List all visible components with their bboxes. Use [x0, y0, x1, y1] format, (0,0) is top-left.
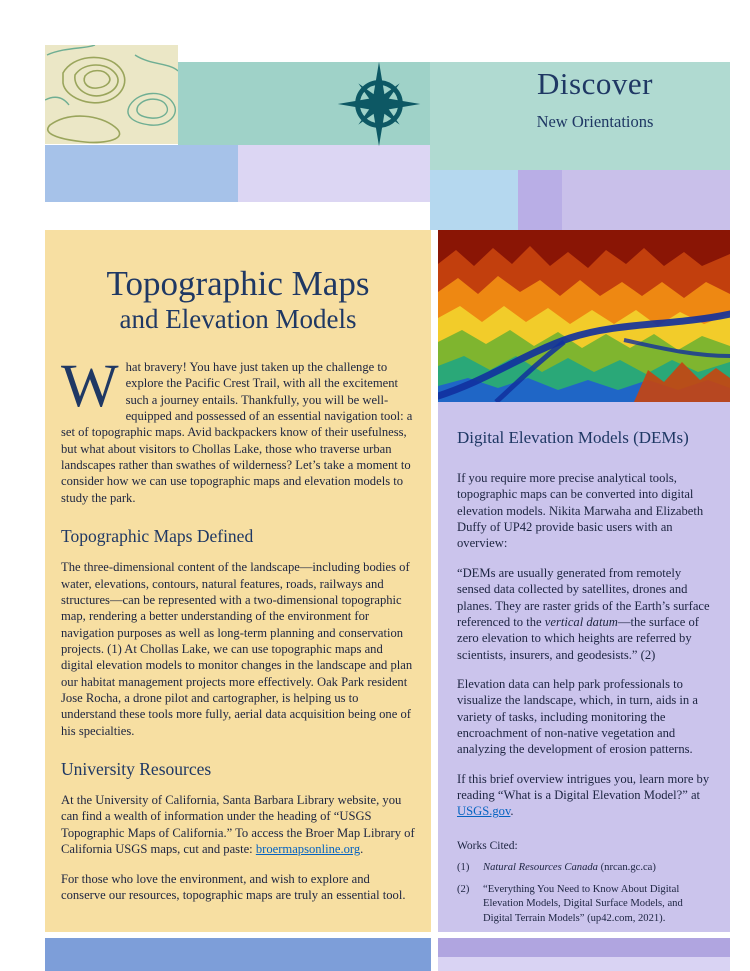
topographic-maps-defined-text: The three-dimensional content of the landscape—including bodies of water, elevations, contours, natural features, roads, railways and structures—can be represented with a two-dimensional topographic map, rendering a better understanding of the environment for navigation purposes as well as long-term planning and conservation projects. (1) At Chollas Lake, we can use topographic maps and digital elevation models to monitor changes in the landscape and plan our habitat management projects more effectively. Oak Park resident Jose Rocha, a drone pilot and cartographer, is helping us to understand these tools more fully, aerial data acquisition being one of his specialties.: [61, 560, 413, 738]
newsletter-subtitle: New Orientations: [536, 111, 654, 131]
quote-italic-term: vertical datum: [544, 614, 618, 629]
footer-band-blue: [45, 938, 431, 971]
header-band-lightblue: [430, 170, 518, 230]
dem-terrain-image: [438, 230, 730, 402]
section-heading-topographic-maps-defined: Topographic Maps Defined: [61, 526, 254, 547]
works-cited: [457, 840, 711, 926]
header-band-pale-lavender: [238, 145, 430, 202]
learn-more-paragraph: [457, 771, 711, 820]
works-cited-heading: Works Cited:: [457, 839, 518, 852]
university-resources-text-post: .: [360, 842, 364, 857]
closing-paragraph: For those who love the environment, and wish to explore and conserve our resources, topographic maps are truly an essential tool.: [61, 871, 406, 902]
section-heading-university-resources: University Resources: [61, 759, 212, 780]
learn-more-text-post: .: [510, 804, 514, 819]
header-band-purple: [518, 170, 562, 230]
header-band-lavender: [562, 170, 730, 230]
article-title-line2: and Elevation Models: [119, 304, 357, 335]
broermapsonline-link[interactable]: broermapsonline.org: [255, 842, 361, 857]
topo-map-image: [45, 45, 178, 144]
sidebar-content: [438, 402, 730, 926]
learn-more-text-pre: If this brief overview intrigues you, learn more by reading “What is a Digital Elevation Model?” at: [457, 771, 710, 803]
sidebar-panel: [438, 230, 730, 932]
quote-text-post: —the surface of zero elevation to which heights are referred by scientists, insurers, and geodesists.” (2): [457, 614, 699, 662]
works-cited-item-2: [457, 883, 711, 926]
works-cited-item-1: [457, 861, 711, 875]
citation-number: (2): [457, 884, 470, 896]
university-resources-text-pre: At the University of California, Santa Barbara Library website, you can find a wealth of information under the heading of “USGS Topographic Maps of California.” To access the Broer Map Library of California USGS maps, cut and paste:: [61, 793, 415, 857]
citation-source-rest: (nrcan.gc.ca): [597, 861, 656, 873]
citation-source-italic: Natural Resources Canada: [483, 861, 598, 873]
header-band-periwinkle: [45, 145, 238, 202]
citation-number: (1): [457, 861, 470, 873]
footer-band-purple: [438, 938, 730, 957]
university-resources-text: [61, 792, 415, 857]
intro-text: hat bravery! You have just taken up the challenge to explore the Pacific Crest Trail, with all the excitement such a journey entails. Thankfully, you will be well-equipped and possessed of an essential navigation tool: a set of topographic maps. Avid backpackers know of their usefulness, but what about visitors to Chollas Lake, those who traverse urban landscapes rather than swathes of wilderness? Let’s take a moment to consider how we can use topographic maps and elevation models to study the park.: [61, 359, 413, 505]
citation-text: [483, 861, 711, 875]
article-title: [61, 264, 415, 337]
newsletter-title: Discover: [537, 66, 653, 101]
dem-intro-paragraph: If you require more precise analytical tools, topographic maps can be converted into digital elevation models. Nikita Marwaha and Elizabeth Duffy of UP42 provide basic users with an overview:: [457, 471, 704, 551]
intro-paragraph: [61, 352, 415, 506]
article-title-line1: Topographic Maps: [106, 264, 370, 303]
drop-cap: W: [61, 352, 119, 420]
sidebar-heading: Digital Elevation Models (DEMs): [457, 428, 689, 447]
dem-uses-paragraph: Elevation data can help park professionals to visualize the landscape, which, in turn, aids in a variety of tasks, including monitoring the encroachment of non-native vegetation and analyzing the development of erosion patterns.: [457, 676, 698, 757]
dem-quote-paragraph: [457, 565, 711, 663]
quote-text-pre: “DEMs are usually generated from remotely sensed data collected by satellites, drones and planes. They are raster grids of the Earth’s surface referenced to the: [457, 565, 710, 629]
compass-rose-icon: [336, 60, 422, 148]
footer-band-light-purple: [438, 957, 730, 971]
main-article-panel: [45, 230, 431, 932]
masthead: [478, 66, 712, 132]
citation-text: “Everything You Need to Know About Digital Elevation Models, Digital Surface Models, and Digital Terrain Models” (up42.com, 2021).: [483, 884, 683, 924]
usgs-link[interactable]: USGS.gov: [457, 804, 511, 819]
